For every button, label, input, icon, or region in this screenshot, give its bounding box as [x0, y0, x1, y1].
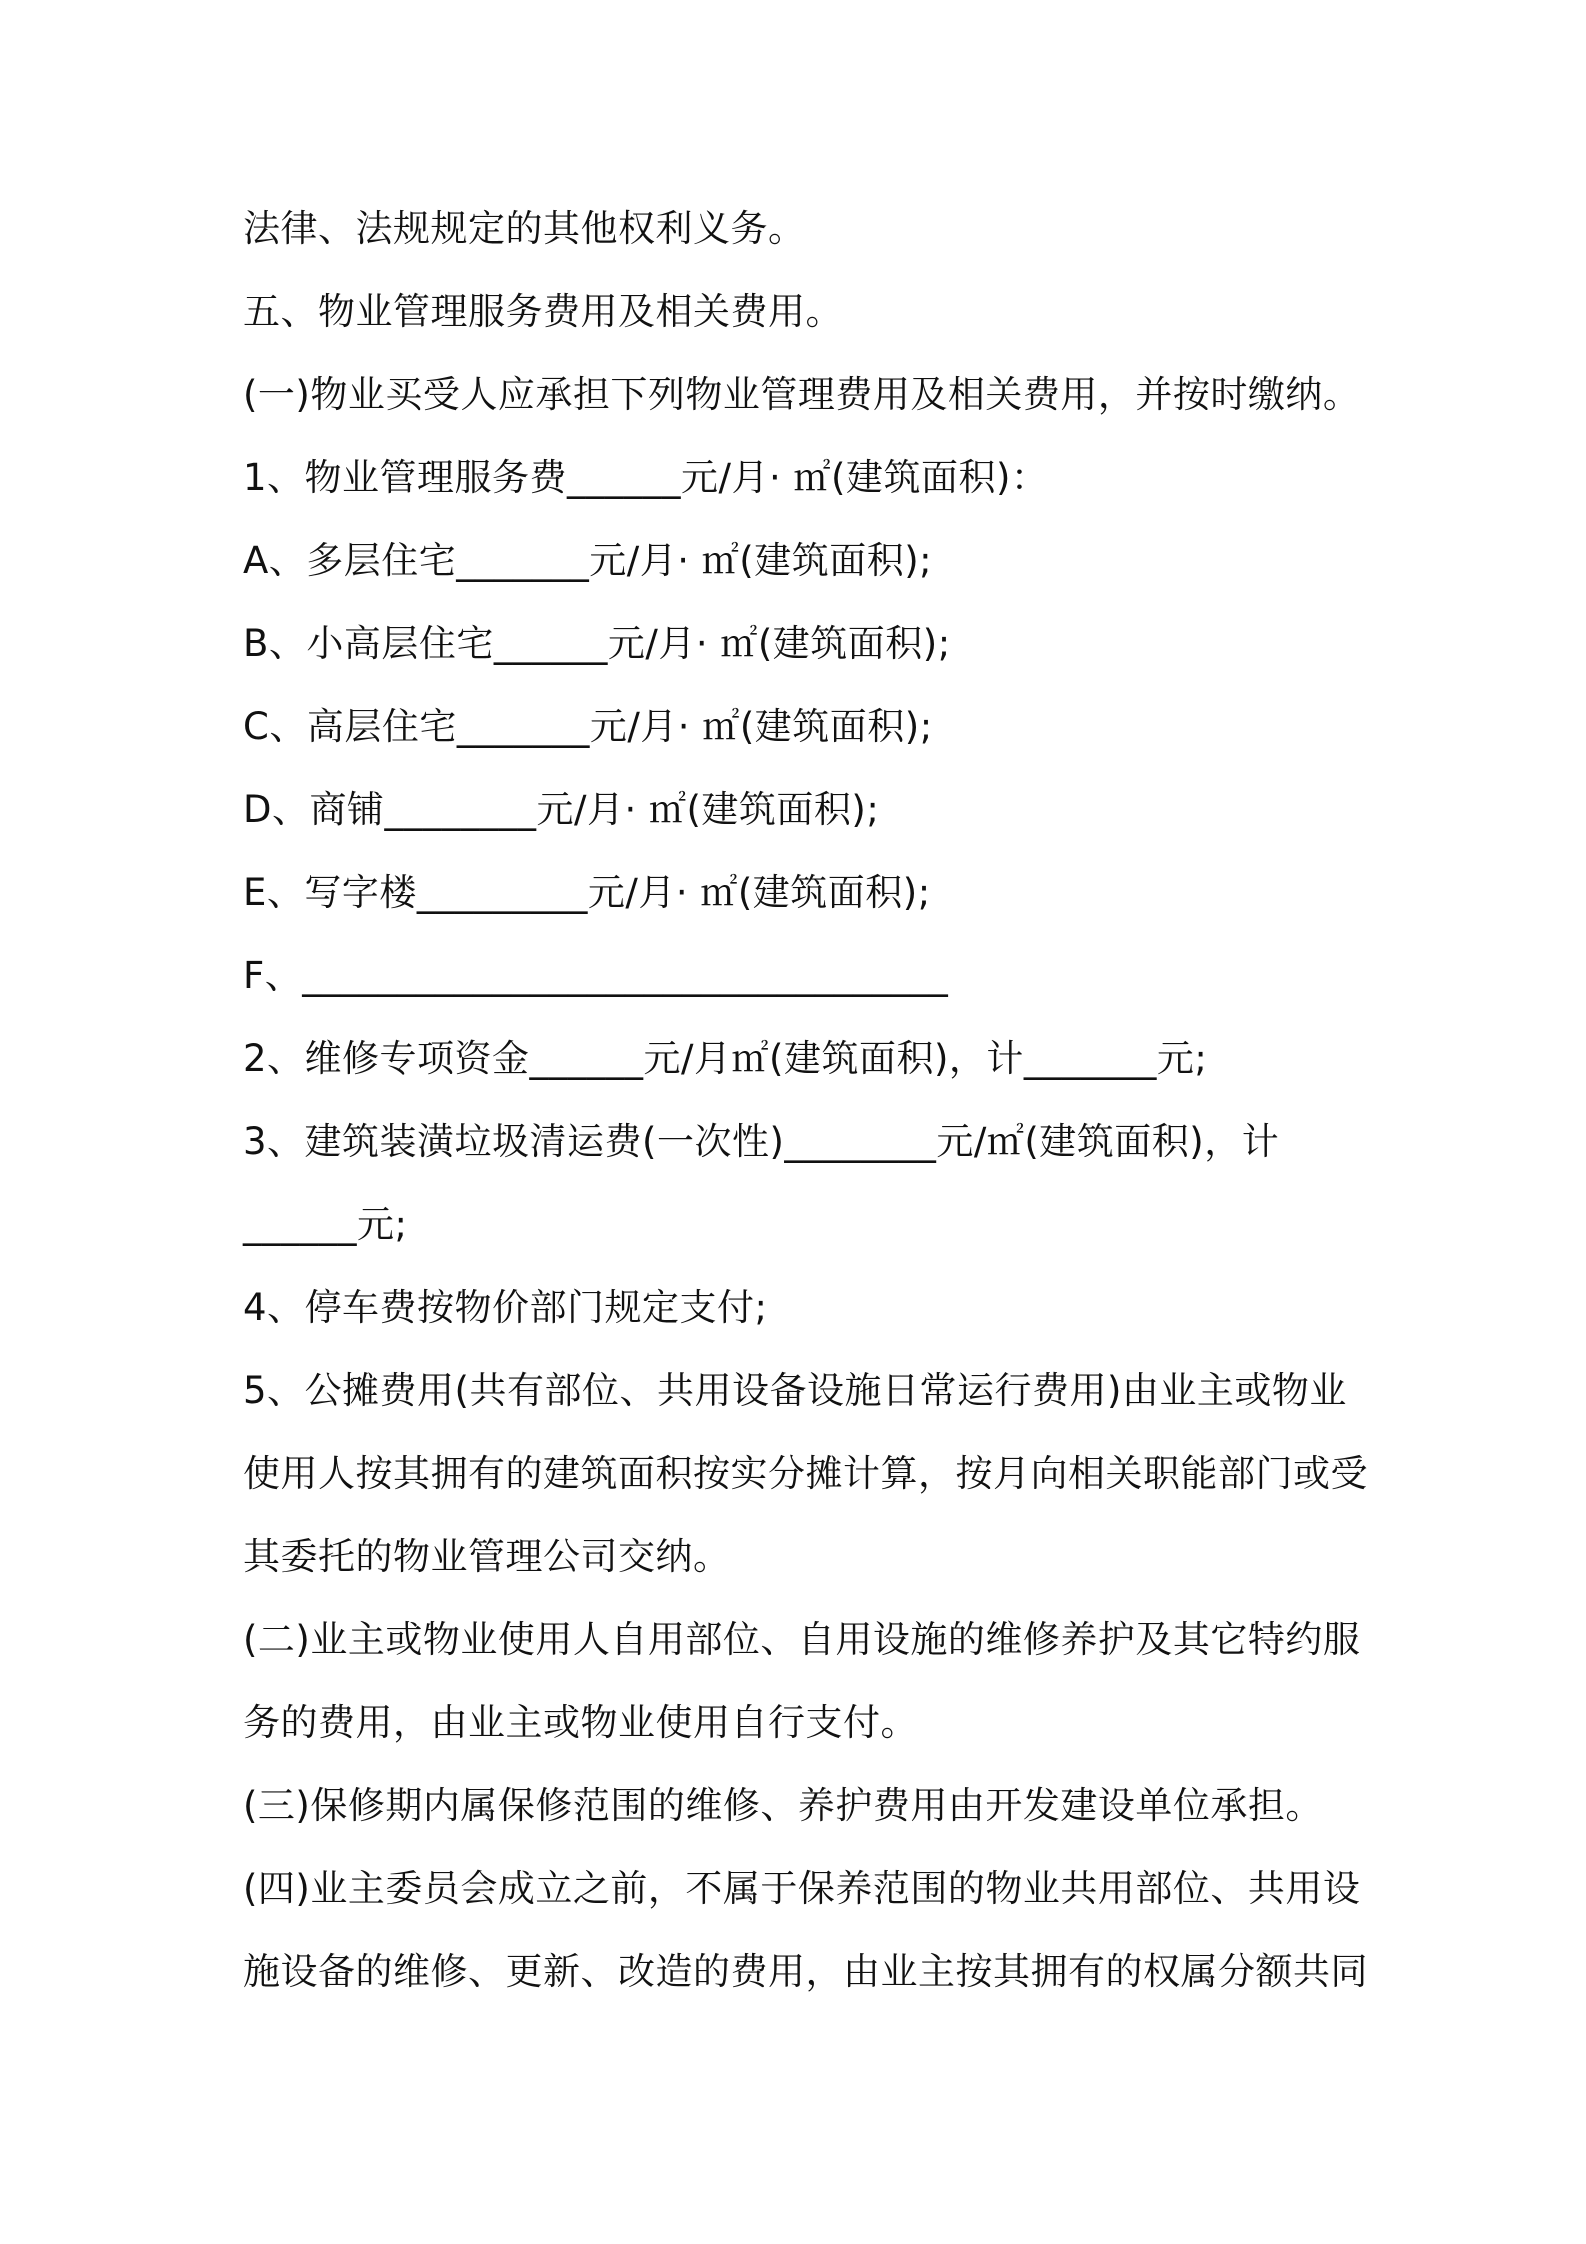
text-line: 其委托的物业管理公司交纳。	[243, 1535, 731, 1578]
fee-subitem: E、写字楼_________元/月· ㎡(建筑面积);	[243, 871, 931, 914]
section-heading: 五、物业管理服务费用及相关费用。	[243, 290, 843, 333]
fee-subitem: F、__________________________________	[243, 954, 949, 997]
fee-subitem: D、商铺________元/月· ㎡(建筑面积);	[243, 788, 880, 831]
text-line: (四)业主委员会成立之前，不属于保养范围的物业共用部位、共用设	[243, 1867, 1361, 1910]
text-line: 施设备的维修、更新、改造的费用，由业主按其拥有的权属分额共同	[243, 1950, 1368, 1993]
fee-subitem: C、高层住宅_______元/月· ㎡(建筑面积);	[243, 705, 933, 748]
fee-item: 3、建筑装潢垃圾清运费(一次性)________元/㎡(建筑面积)，计	[243, 1120, 1280, 1163]
fee-subitem: A、多层住宅_______元/月· ㎡(建筑面积);	[243, 539, 933, 582]
text-line: 务的费用，由业主或物业使用自行支付。	[243, 1701, 918, 1744]
fee-item: 5、公摊费用(共有部位、共用设备设施日常运行费用)由业主或物业	[243, 1369, 1347, 1412]
text-line: (一)物业买受人应承担下列物业管理费用及相关费用，并按时缴纳。	[243, 373, 1361, 416]
text-line: (二)业主或物业使用人自用部位、自用设施的维修养护及其它特约服	[243, 1618, 1361, 1661]
fee-subitem: B、小高层住宅______元/月· ㎡(建筑面积);	[243, 622, 951, 665]
fee-item: 4、停车费按物价部门规定支付;	[243, 1286, 768, 1329]
text-line: (三)保修期内属保修范围的维修、养护费用由开发建设单位承担。	[243, 1784, 1323, 1827]
text-line: 法律、法规规定的其他权利义务。	[243, 207, 806, 250]
fee-item: 2、维修专项资金______元/月㎡(建筑面积)，计_______元;	[243, 1037, 1208, 1080]
fee-item: 1、物业管理服务费______元/月· ㎡(建筑面积)：	[243, 456, 1049, 499]
text-line: ______元;	[243, 1203, 408, 1246]
text-line: 使用人按其拥有的建筑面积按实分摊计算，按月向相关职能部门或受	[243, 1452, 1368, 1495]
